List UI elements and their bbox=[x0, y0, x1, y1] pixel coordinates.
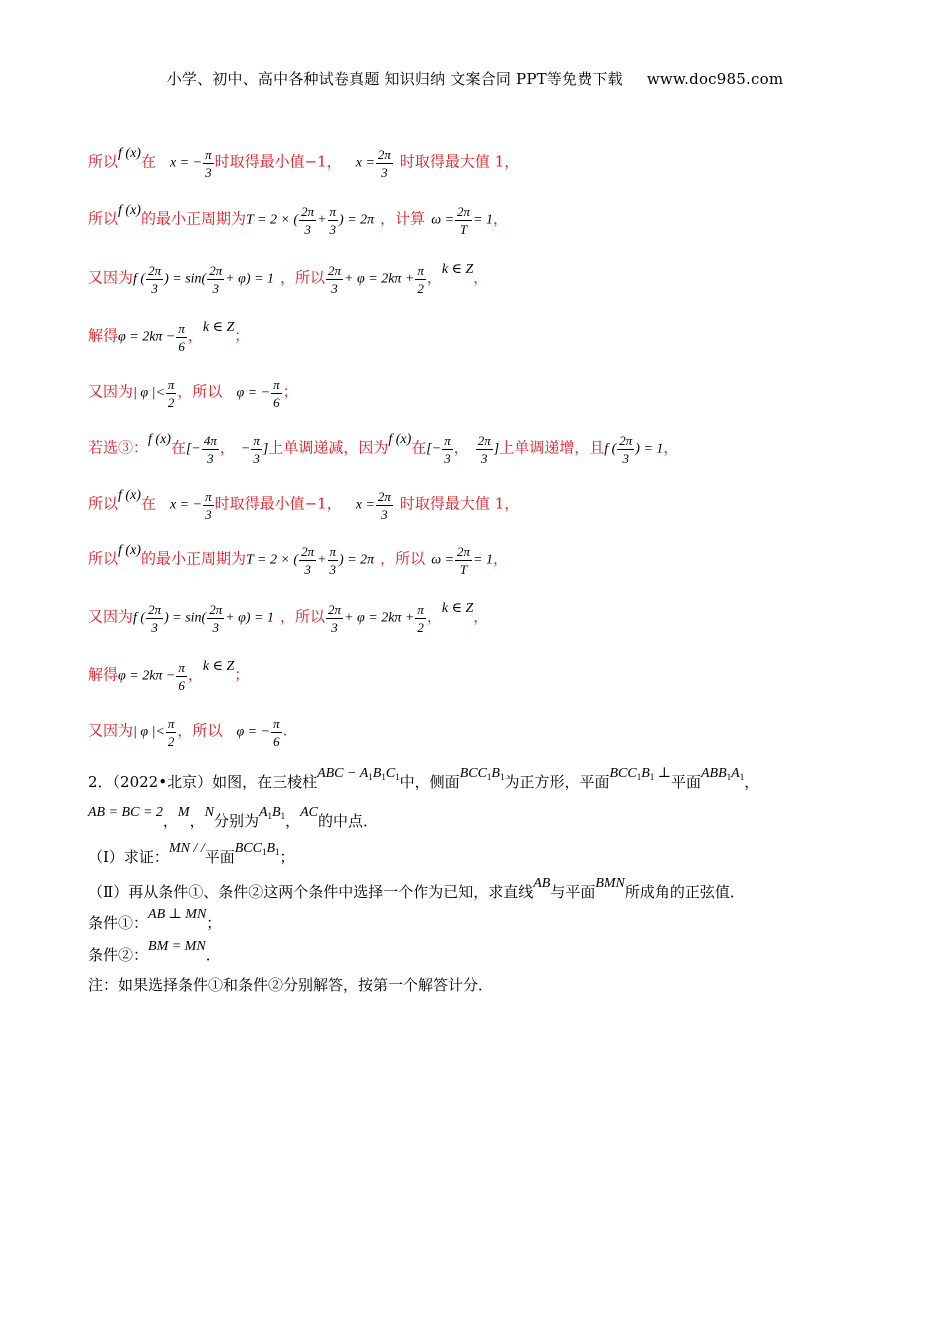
math-x-eq-neg-pi-3: x = − $\frac{\pi}{3}$ bbox=[169, 147, 212, 180]
solution-line-4: 解得φ = 2kπ − $\frac{\pi}{6}$ ，k ∈ Z； bbox=[88, 319, 250, 354]
text-minus1: −1， bbox=[304, 152, 342, 171]
solution-line-9: 又因为f ( $\frac{2\pi}{3}$ ) = sin( $\frac{2\pi}{3}$ + φ) = 1 ，所以 $\frac{2\pi}{3}$ + φ = 2kπ + $\frac{\pi}{2}$ ，k ∈ Z， bbox=[88, 600, 489, 635]
solution-line-1 bbox=[88, 146, 519, 181]
math-phi-result: φ = 2kπ − $\frac{\pi}{6}$ bbox=[118, 321, 185, 354]
text-shi-max: 时取得最大值 1， bbox=[399, 152, 520, 171]
text-shi-min: 时取得最小值 bbox=[214, 152, 305, 171]
problem-2-condition-2: 条件②：BM = MN． bbox=[88, 939, 221, 964]
math-interval-2: [− $\frac{\pi}{3}$ bbox=[426, 433, 451, 466]
problem-2-part-1: （Ⅰ）求证：MN / /平面$BCC_1B_1$； bbox=[88, 841, 295, 866]
problem-2-statement: 2．（2022•北京）如图，在三棱柱ABC − $A_1B_1C_1$中，侧面$BCC_1B_1$为正方形，平面$BCC_1B_1$ ⊥平面$ABB_1A_1$， bbox=[88, 766, 760, 791]
problem-2-part-2: （Ⅱ）再从条件①、条件②这两个条件中选择一个作为已知，求直线AB与平面BMN所成角的正弦值． bbox=[88, 876, 745, 901]
header-text: 小学、初中、高中各种试卷真题 知识归纳 文案合同 PPT等免费下载 bbox=[166, 70, 623, 88]
text-zai: 在 bbox=[140, 152, 156, 171]
solution-line-3: 又因为f ( $\frac{2\pi}{3}$ ) = sin( $\frac{2\pi}{3}$ + φ) = 1 ，所以 $\frac{2\pi}{3}$ + φ = 2kπ + $\frac{\pi}{2}$ ，k ∈ Z， bbox=[88, 261, 489, 296]
math-phi-final: φ = − $\frac{\pi}{6}$ bbox=[236, 377, 280, 410]
page-header bbox=[0, 68, 950, 89]
solution-line-6: 若选③：f (x)在[− $\frac{4\pi}{3}$ ， − $\frac{\pi}{3}$ ]上单调递减，因为f (x)在[− $\frac{\pi}{3}$ ， $\frac{2\pi}{3}$ ]上单调递增，且f ( $\frac{2\pi}{3}$ ) = 1， bbox=[88, 431, 679, 466]
solution-line-2: 所以f (x)的最小正周期为T = 2 × ( $\frac{2\pi}{3}$ + $\frac{\pi}{3}$ ) = 2π ，计算 ω = $\frac{2\pi}{T}$ = 1， bbox=[88, 202, 509, 237]
problem-2-line-2: AB = BC = 2，M，N分别为$A_1B_1$，AC的中点． bbox=[88, 805, 378, 830]
header-site: www.doc985.com bbox=[646, 70, 784, 88]
math-phi-eq: $\frac{2\pi}{3}$ + φ = 2kπ + $\frac{\pi}{2}$ bbox=[328, 263, 424, 296]
math-abs-phi: | φ |< $\frac{\pi}{2}$ bbox=[133, 377, 175, 410]
math-fx: f (x) bbox=[118, 145, 141, 161]
math-period-T: T = 2 × ( $\frac{2\pi}{3}$ + $\frac{\pi}{3}$ ) = 2π bbox=[245, 204, 375, 237]
solution-line-7: 所以f (x)在 x = − $\frac{\pi}{3}$ 时取得最小值−1， x = $\frac{2\pi}{3}$ 时取得最大值 1， bbox=[88, 487, 520, 522]
solution-line-11: 又因为| φ |< $\frac{\pi}{2}$ ，所以 φ = − $\frac{\pi}{6}$ . bbox=[88, 716, 288, 749]
problem-2-condition-1: 条件①：AB ⊥ MN； bbox=[88, 907, 222, 932]
math-x-eq-2pi-3: x = $\frac{2\pi}{3}$ bbox=[355, 147, 391, 180]
solution-line-8: 所以f (x)的最小正周期为T = 2 × ( $\frac{2\pi}{3}$ + $\frac{\pi}{3}$ ) = 2π ，所以 ω = $\frac{2\pi}{T}$ = 1， bbox=[88, 542, 509, 577]
math-f-2pi-3: f ( $\frac{2\pi}{3}$ ) = sin( $\frac{2\pi}{3}$ + φ) = 1 bbox=[133, 263, 275, 296]
math-interval-1: [− $\frac{4\pi}{3}$ bbox=[185, 433, 217, 466]
solution-line-5: 又因为| φ |< $\frac{\pi}{2}$ ，所以 φ = − $\frac{\pi}{6}$ ； bbox=[88, 377, 298, 410]
math-f-eq-1: f ( $\frac{2\pi}{3}$ ) = 1 bbox=[604, 433, 664, 466]
solution-line-10: 解得φ = 2kπ − $\frac{\pi}{6}$ ，k ∈ Z； bbox=[88, 658, 250, 693]
text-suoyi: 所以 bbox=[88, 152, 119, 171]
math-omega: ω = $\frac{2\pi}{T}$ = 1 bbox=[431, 204, 493, 237]
problem-2-note: 注：如果选择条件①和条件②分别解答，按第一个解答计分． bbox=[88, 976, 494, 994]
